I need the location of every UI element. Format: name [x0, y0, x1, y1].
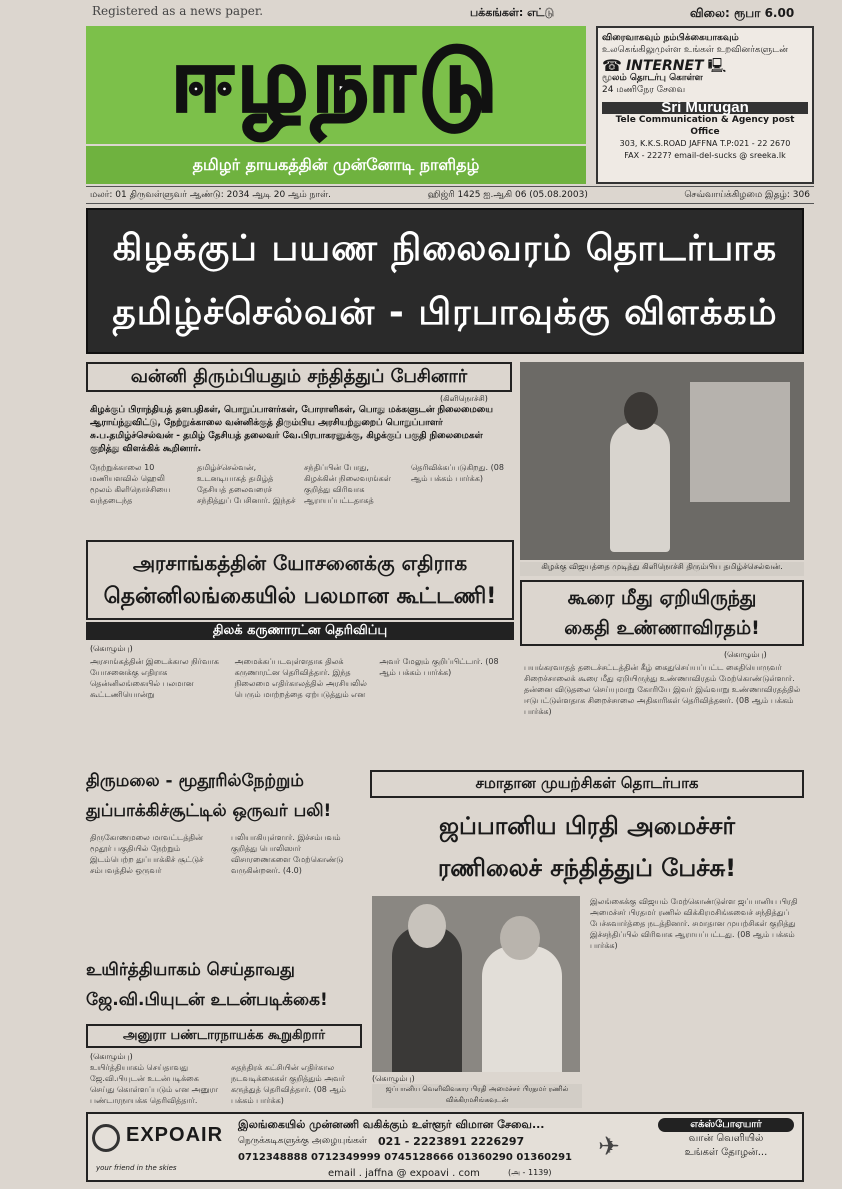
- story5-kicker: சமாதான முயற்சிகள் தொடர்பாக: [370, 770, 804, 798]
- ad-top-right: [596, 26, 814, 184]
- story4-body: திருகோணமலை மாவட்டத்தின் மூதூர் பகுதியில் நேற்றும் இடம்பெற்ற துப்பாக்கிச் சூட்டுச் சம்பவத்தில் ஒருவர் பலியாகியுள்ளார். இச்சம்பவம் குறித்து பொலிஸார் விசாரணைகளை மேற்கொண்டு வருகின்றனர். (4.0): [90, 833, 344, 875]
- story1-photo-caption: கிழக்கு விஜயத்தை முடித்து கிளிநொச்சி திரும்பிய தமிழ்ச்செல்வன்.: [520, 562, 804, 576]
- expoair-tagline: your friend in the skies: [96, 1164, 177, 1172]
- story3-place: (கொழும்பு): [724, 650, 767, 659]
- expoair-brand: EXPOAIR: [126, 1124, 224, 1146]
- story2-headline: [86, 540, 514, 620]
- main-headline-line2: தமிழ்ச்செல்வன் - பிரபாவுக்கு விளக்கம்: [112, 292, 778, 333]
- registration-note: Registered as a news paper.: [92, 4, 264, 18]
- story6-headline: [86, 950, 362, 1020]
- ad-brand: Sri Murugan: [602, 102, 808, 114]
- story3-headline-line2: கைதி உண்ணாவிரதம்!: [564, 617, 760, 639]
- story6-byline: அனுரா பண்டாரநாயக்க கூறுகிறார்: [86, 1024, 362, 1048]
- story1-body: நேற்றுக்காலை 10 மணியளவில் ஹெலி மூலம் கிளிநொச்சியை வந்தடைந்த தமிழ்ச்செல்வன், உடனடியாகத் தமிழ்த் தேசியத் தலைவரைச் சந்தித்துப் பேசினார். இந்தச் சந்திப்பின் போது, கிழக்கின் நிலைவரங்கள் குறித்து விரிவாக ஆராயப்பட்டதாகத் தெரிவிக்கப்படுகிறது. (08 ஆம் பக்கம் பார்க்க): [90, 463, 504, 505]
- airplane-icon: ✈: [598, 1132, 620, 1162]
- story4-headline-line1: திருமலை - மூதூரில்நேற்றும்: [86, 771, 304, 791]
- ad-line1: விரைவாகவும் நம்பிக்கையாகவும்: [602, 33, 739, 43]
- ad-internet: INTERNET: [625, 58, 704, 74]
- story5-headline-line2: ரணிலைச் சந்தித்துப் பேச்சு!: [437, 854, 737, 882]
- story6-headline-line1: உயிர்த்தியாகம் செய்தாவது: [86, 960, 295, 980]
- story5-headline-line1: ஜப்பானிய பிரதி அமைச்சர்: [438, 812, 736, 840]
- dateline-left: மலர்: 01 திருவள்ளுவர் ஆண்டு: 2034 ஆடி 20 ஆம் நாள்.: [90, 189, 332, 200]
- ad-bottom-badge: [658, 1118, 794, 1176]
- story5-body: இலங்கைக்கு விஜயம் மேற்கொண்டுள்ள ஜப்பானிய பிரதி அமைச்சர் பிரதமர் ரணில் விக்கிரமசிங்கவைச் சந்தித்துப் பேச்சுவார்த்தை நடத்தினார். சமாதான முயற்சிகள் குறித்து இச்சந்திப்பில் விரிவாக ஆராயப்பட்டது. (08 ஆம் பக்கம் பார்க்க): [590, 897, 798, 950]
- main-headline-line1: கிழக்குப் பயண நிலைவரம் தொடர்பாக: [112, 228, 778, 269]
- story5-photo-caption: ஜப்பானிய வெளிவிவகார பிரதி அமைச்சர் பிரதமர் ரணில் விக்கிரமசிங்கவுடன்: [372, 1084, 582, 1108]
- ad-line2: உலகெங்கிலுமுள்ள உங்கள் உறவினர்களுடன்: [602, 45, 789, 55]
- story2-headline-line2: தென்னிலங்கையில் பலமான கூட்டணி!: [103, 584, 497, 609]
- story1-lead: கிழக்குப் பிராந்தியத் தளபதிகள், பொறுப்பாளர்கள், போராளிகள், பொது மக்களுடன் நிலைமையை ஆராய்ந்துவிட்டு, நேற்றுக்காலை வன்னிக்குத் திரும்பிய அரசியற்துறைப் பொறுப்பாளர் சு.ப.தமிழ்ச்செல்வன் - தமிழ் தேசியத் தலைவர் வே.பிரபாகரனுக்கு, கிழக்குப் பகுதி நிலைமைகள் குறித்து விளக்கிக் கூறினார்.: [90, 405, 494, 454]
- masthead: [86, 26, 586, 186]
- story6-body: உயிர்த்தியாகம் செய்தாவது ஜே.வி.பியுடன் உடன்படிக்கை செய்து கொள்ளப்படும் என அனுரா பண்டாரநாயக்க தெரிவித்தார். சுதந்திரக் கட்சியின் எதிர்கால நடவடிக்கைகள் குறித்தும் அவர் கருத்துத் தெரிவித்தார். (08 ஆம் பக்கம் பார்க்க): [90, 1063, 346, 1105]
- computer-icon: 🖳: [707, 58, 727, 74]
- story5-place: (கொழும்பு): [372, 1074, 415, 1083]
- expoair-logo-icon: [92, 1124, 120, 1152]
- main-headline: [86, 208, 804, 354]
- story3-headline: [520, 580, 804, 646]
- story6-headline-line2: ஜே.வி.பியுடன் உடன்படிக்கை!: [86, 990, 328, 1010]
- badge-line1: எக்ஸ்போஏயார்: [658, 1118, 794, 1132]
- ad-bottom-email: email . jaffna @ expoavi . com: [328, 1168, 480, 1179]
- story1-place: (கிளிநொச்சி): [440, 394, 488, 403]
- story5-photo: [372, 896, 580, 1072]
- dateline: [86, 186, 814, 204]
- story5-headline: [370, 802, 804, 892]
- dateline-middle: ஹிஜ்ரி 1425 ஐ.ஆகி 06 (05.08.2003): [427, 189, 588, 200]
- story4-headline-line2: துப்பாக்கிச்சூட்டில் ஒருவர் பலி!: [86, 801, 332, 821]
- story3-headline-line1: கூரை மீது ஏறியிருந்து: [567, 587, 757, 609]
- ad-email: FAX - 2227? email-del-sucks @ sreeka.lk: [624, 151, 786, 160]
- badge-line3: உங்கள் தோழன்...: [684, 1147, 768, 1158]
- page-count: பக்கங்கள்: எட்டு: [470, 6, 555, 19]
- ad-bottom-phones1: 021 - 2223891 2226297: [378, 1135, 525, 1148]
- newspaper-logo: ஈழநாடு: [171, 27, 501, 131]
- phone-icon: ☎: [602, 56, 622, 75]
- story1-photo: [520, 362, 804, 560]
- story4-headline: [86, 764, 362, 828]
- ad-line3: மூலம் தொடர்பு கொள்ள: [602, 73, 703, 83]
- ad-bottom-headline: இலங்கையில் முன்னணி வகிக்கும் உள்ளூர் விமான சேவை...: [238, 1118, 545, 1131]
- ad-line4: 24 மணிநேர சேவை: [602, 85, 686, 95]
- ad-bottom-phones-label: நெருக்கடிகளுக்கு அழையுங்கள்: [238, 1136, 367, 1146]
- story2-byline: திலக் கருணாரட்ன தெரிவிப்பு: [86, 622, 514, 640]
- price-label: விலை: ரூபா 6.00: [690, 6, 795, 20]
- masthead-tagline: தமிழர் தாயகத்தின் முன்னோடி நாளிதழ்: [86, 146, 586, 184]
- badge-line2: வான் வெளியில்: [688, 1133, 764, 1144]
- ad-bottom: [86, 1112, 804, 1182]
- ad-brand-sub: Tele Communication & Agency post Office: [615, 115, 795, 137]
- story1-headline: வன்னி திரும்பியதும் சந்தித்துப் பேசினார்: [86, 362, 512, 392]
- ad-bottom-phones2: 0712348888 0712349999 0745128666 01360290 01360291: [238, 1152, 572, 1163]
- story2-place: (கொழும்பு): [90, 644, 133, 653]
- ad-address: 303, K.K.S.ROAD JAFFNA T.P:021 - 22 2670: [619, 139, 791, 148]
- story2-body: அரசாங்கத்தின் இடைக்கால நிர்வாக யோசனைக்கு எதிராக தென்னிலங்கையில் பலமான கூட்டணியொன்று அமைக்கப்படவுள்ளதாக திலக் கருணாரட்ன தெரிவித்தார். இந்த நிலைமை எதிர்காலத்தில் அரசியலில் பெரும் மாற்றத்தை ஏற்படுத்தும் என அவர் மேலும் குறிப்பிட்டார். (08 ஆம் பக்கம் பார்க்க): [90, 657, 499, 699]
- story2-headline-line1: அரசாங்கத்தின் யோசனைக்கு எதிராக: [132, 551, 468, 575]
- story3-body: பயங்கரவாதத் தடைச்சட்டத்தின் கீழ் கைதுசெய்யப்பட்ட கைதியொருவர் சிறைச்சாலைக் கூரை மீது ஏறியிருந்து உண்ணாவிரதம் மேற்கொண்டுள்ளார். தன்னை விடுதலை செய்யுமாறு கோரியே இவர் இவ்வாறு உண்ணாவிரதத்தில் ஈடுபட்டுள்ளதாக சிறைச்சாலை அதிகாரிகள் தெரிவித்தனர். (08 ஆம் பக்கம் பார்க்க): [524, 663, 801, 716]
- dateline-right: செவ்வாய்க்கிழமை இதழ்: 306: [684, 189, 810, 200]
- story6-place: (கொழும்பு): [90, 1052, 133, 1061]
- ad-bottom-ref: (அ - 1139): [508, 1168, 552, 1177]
